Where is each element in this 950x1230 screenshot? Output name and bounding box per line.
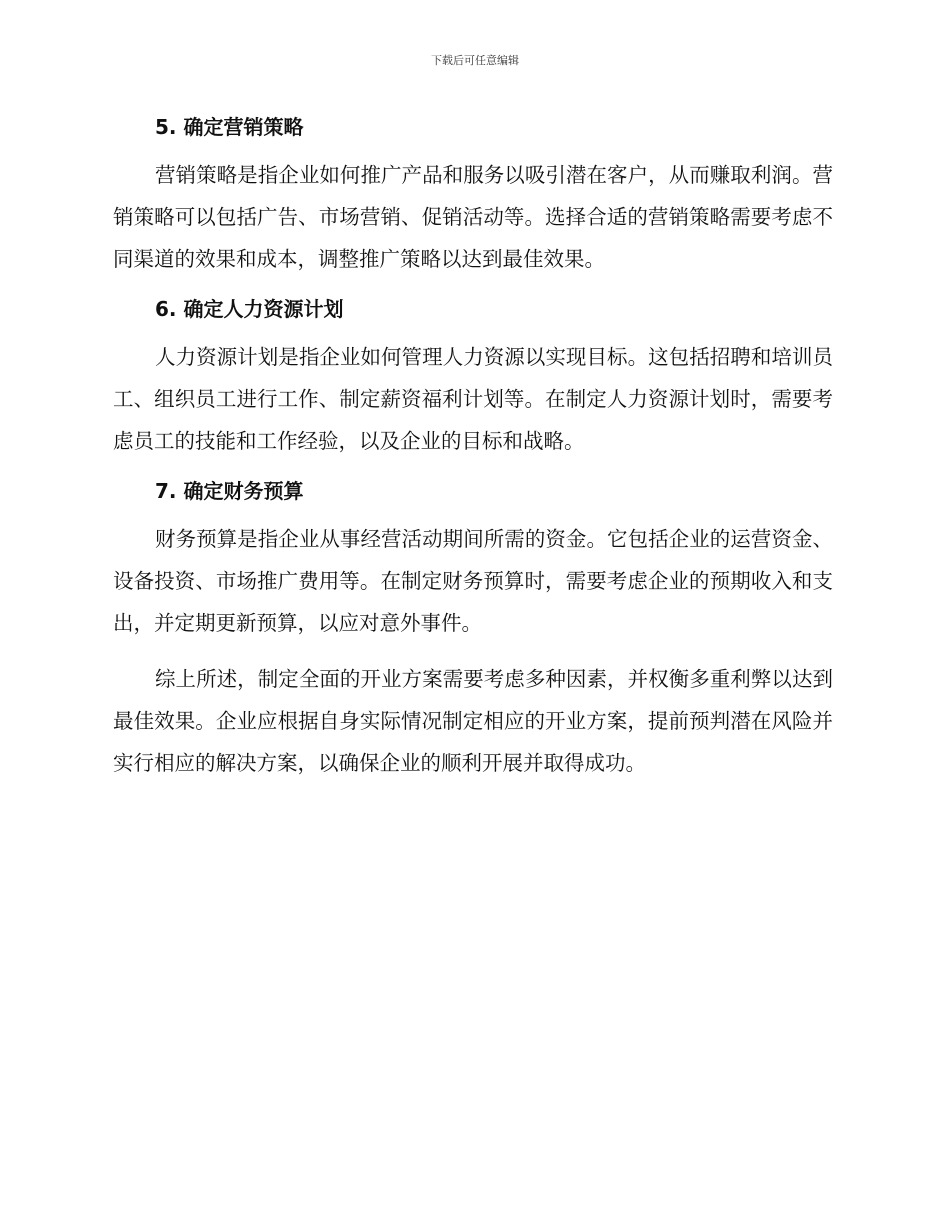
section-paragraph-financial-budget: 财务预算是指企业从事经营活动期间所需的资金。它包括企业的运营资金、设备投资、市场推广费用等。在制定财务预算时，需要考虑企业的预期收入和支出，并定期更新预算，以应对意外事件。 xyxy=(113,527,833,635)
conclusion-paragraph: 综上所述，制定全面的开业方案需要考虑多种因素，并权衡多重利弊以达到最佳效果。企业应根据自身实际情况制定相应的开业方案，提前预判潜在风险并实行相应的解决方案，以确保企业的顺利开展并取得成功。 xyxy=(113,667,833,775)
page-header-note: 下载后可任意编辑 xyxy=(431,54,519,67)
document-body xyxy=(113,112,833,784)
section-paragraph-human-resources: 人力资源计划是指企业如何管理人力资源以实现目标。这包括招聘和培训员工、组织员工进行工作、制定薪资福利计划等。在制定人力资源计划时，需要考虑员工的技能和工作经验，以及企业的目标和战略。 xyxy=(113,345,833,453)
section-heading-marketing: 5. 确定营销策略 xyxy=(155,115,304,139)
section-paragraph-marketing: 营销策略是指企业如何推广产品和服务以吸引潜在客户，从而赚取利润。营销策略可以包括广告、市场营销、促销活动等。选择合适的营销策略需要考虑不同渠道的效果和成本，调整推广策略以达到最佳效果。 xyxy=(113,163,833,271)
section-heading-financial-budget: 7. 确定财务预算 xyxy=(155,479,304,503)
section-heading-human-resources: 6. 确定人力资源计划 xyxy=(155,297,344,321)
